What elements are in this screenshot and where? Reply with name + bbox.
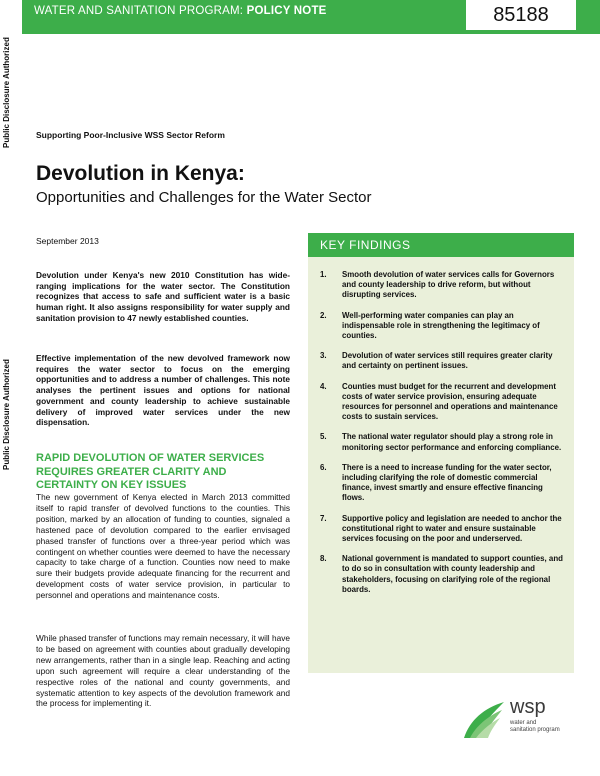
body-paragraph: The new government of Kenya elected in March 2013 committed itself to rapid transfer of devolved functions to the counties. This position, marked by an allocation of funding to counties, signaled a hastened pace of devolution compared to the earlier envisaged phased transfer of functions over a three-year period which was contingent on whether counties were deemed to have the necessary capacity to take charge of a function. Counties now need to make sure their budgets provide adequate financing for the recurrent and development costs of water service provision, in particular to personnel and operations and maintenance costs. bbox=[36, 492, 290, 601]
section-heading: RAPID DEVOLUTION OF WATER SERVICES REQUIRES GREATER CLARITY AND CERTAINTY ON KEY ISSUES bbox=[36, 452, 265, 491]
item-number: 7. bbox=[320, 513, 327, 523]
item-text: Devolution of water services still requires greater clarity and certainty on pertinent issues. bbox=[342, 351, 553, 371]
body-paragraph: While phased transfer of functions may remain necessary, it will have to be based on agreement with counties about gradually developing new arrangements, rather than in a single leap. Reaching and acting upon such agreement will require a clear understanding of the respective roles of the national and county governments, and systematic attention to key aspects of the devolution framework and the process for implementing it. bbox=[36, 633, 290, 709]
list-item bbox=[318, 463, 564, 504]
item-number: 8. bbox=[320, 554, 327, 564]
logo-subtitle bbox=[510, 720, 560, 734]
item-text: Supportive policy and legislation are needed to anchor the constitutional right to water and ensure sustainable services focusing on the poor and underserved. bbox=[342, 513, 562, 544]
document-number: 85188 bbox=[466, 0, 576, 30]
item-text: National government is mandated to support counties, and to do so in consultation with county leadership and stakeholders, focusing on clarifying role of the regional boards. bbox=[342, 554, 563, 594]
item-text: Smooth devolution of water services calls for Governors and county leadership to drive reform, but without disrupting services. bbox=[342, 270, 555, 300]
intro-paragraph: Effective implementation of the new devolved framework now requires the water sector to focus on the emerging opportunities and to address a number of challenges. This note analyses the pertinent issues and options for national government and county leadership to achieve sustainable delivery of improved water services under the new dispensation. bbox=[36, 353, 290, 428]
list-item bbox=[318, 270, 564, 301]
list-item bbox=[318, 351, 564, 371]
item-text: The national water regulator should play a strong role in monitoring sector performance and enforcing compliance. bbox=[342, 432, 562, 452]
item-text: Counties must budget for the recurrent and development costs of water service provision, ensuring adequate resources for personnel and operations and maintenance costs to sustain services. bbox=[342, 381, 558, 422]
item-number: 5. bbox=[320, 432, 327, 442]
item-number: 6. bbox=[320, 462, 327, 472]
item-text: Well-performing water companies can play an indispensable role in strengthening the legitimacy of counties. bbox=[342, 310, 540, 341]
intro-paragraph: Devolution under Kenya's new 2010 Constitution has wide-ranging implications for the water sector. The Constitution recognizes that access to safe and sufficient water is a basic human right. It also assigns responsibility for water supply and sanitation provision to 47 newly established counties. bbox=[36, 270, 290, 323]
side-label-bottom: Public Disclosure Authorized bbox=[2, 359, 11, 470]
list-item bbox=[318, 432, 564, 452]
list-item bbox=[318, 382, 564, 423]
item-number: 2. bbox=[320, 310, 327, 320]
item-text: There is a need to increase funding for the water sector, including clarifying the role of domestic commercial finance, invest smartly and ensure effective financing flows. bbox=[342, 462, 552, 503]
list-item bbox=[318, 311, 564, 342]
key-findings-list bbox=[318, 270, 564, 605]
key-findings-panel bbox=[308, 233, 574, 673]
list-item bbox=[318, 554, 564, 595]
header-title bbox=[34, 5, 327, 17]
program-name: WATER AND SANITATION PROGRAM: bbox=[34, 5, 244, 17]
note-type: POLICY NOTE bbox=[246, 5, 327, 17]
logo-wordmark: wsp bbox=[510, 696, 546, 718]
page-title: Devolution in Kenya: bbox=[36, 162, 245, 185]
item-number: 3. bbox=[320, 351, 327, 361]
logo-subtitle-line: water and bbox=[510, 720, 537, 726]
series-label: Supporting Poor-Inclusive WSS Sector Reform bbox=[36, 130, 225, 140]
key-findings-header bbox=[308, 233, 574, 257]
wsp-leaf-icon bbox=[460, 700, 506, 740]
key-findings-title: KEY FINDINGS bbox=[320, 238, 411, 252]
side-label-top: Public Disclosure Authorized bbox=[2, 37, 11, 148]
item-number: 1. bbox=[320, 270, 327, 279]
logo-subtitle-line: sanitation program bbox=[510, 727, 560, 733]
wsp-logo bbox=[460, 696, 580, 740]
page-subtitle: Opportunities and Challenges for the Water Sector bbox=[36, 189, 372, 206]
item-number: 4. bbox=[320, 381, 327, 391]
publication-date: September 2013 bbox=[36, 236, 99, 246]
list-item bbox=[318, 514, 564, 545]
